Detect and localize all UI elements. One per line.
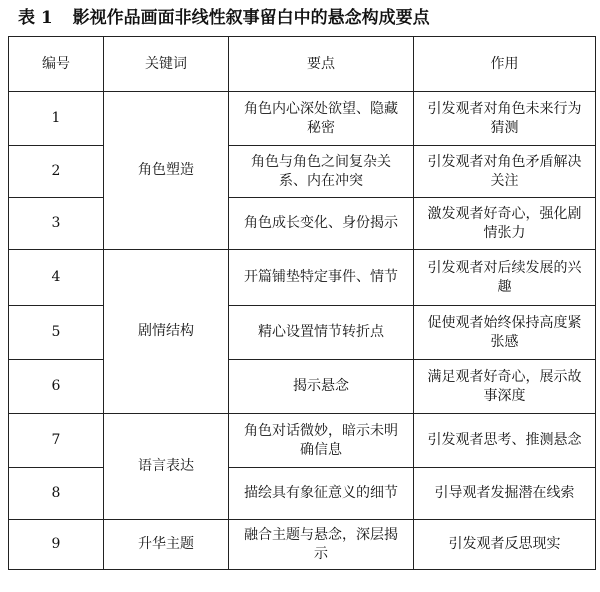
- row-number: 2: [9, 146, 104, 198]
- table-row: [9, 146, 596, 198]
- row-number: 5: [9, 306, 104, 360]
- row-number: 6: [9, 360, 104, 414]
- point-cell: 角色内心深处欲望、隐藏秘密: [229, 92, 414, 146]
- row-number: 8: [9, 468, 104, 520]
- point-cell: 融合主题与悬念，深层揭示: [229, 520, 414, 570]
- point-cell: 角色成长变化、身份揭示: [229, 198, 414, 250]
- point-cell: 描绘具有象征意义的细节: [229, 468, 414, 520]
- row-number: 3: [9, 198, 104, 250]
- keyword-cell: 角色塑造: [104, 92, 229, 250]
- keyword-cell: 剧情结构: [104, 250, 229, 414]
- table-row: [9, 520, 596, 570]
- table-number: 表 1: [18, 8, 53, 28]
- effect-cell: 满足观者好奇心，展示故事深度: [414, 360, 596, 414]
- row-number: 7: [9, 414, 104, 468]
- table-row: [9, 468, 596, 520]
- point-cell: 开篇铺垫特定事件、情节: [229, 250, 414, 306]
- row-number: 4: [9, 250, 104, 306]
- effect-cell: 引导观者发掘潜在线索: [414, 468, 596, 520]
- row-number: 9: [9, 520, 104, 570]
- effect-cell: 引发观者对角色未来行为猜测: [414, 92, 596, 146]
- header-point: 要点: [229, 37, 414, 92]
- table-row: [9, 198, 596, 250]
- table-caption: [0, 0, 600, 36]
- keyword-cell: 升华主题: [104, 520, 229, 570]
- table-title: 影视作品画面非线性叙事留白中的悬念构成要点: [72, 8, 430, 28]
- effect-cell: 引发观者对后续发展的兴趣: [414, 250, 596, 306]
- effect-cell: 引发观者思考、推测悬念: [414, 414, 596, 468]
- table-row: [9, 360, 596, 414]
- point-cell: 角色对话微妙，暗示未明确信息: [229, 414, 414, 468]
- header-row: [9, 37, 596, 92]
- table-row: [9, 92, 596, 146]
- effect-cell: 引发观者对角色矛盾解决关注: [414, 146, 596, 198]
- table-row: [9, 306, 596, 360]
- row-number: 1: [9, 92, 104, 146]
- point-cell: 角色与角色之间复杂关系、内在冲突: [229, 146, 414, 198]
- table-row: [9, 414, 596, 468]
- point-cell: 揭示悬念: [229, 360, 414, 414]
- summary-table: [8, 36, 596, 570]
- keyword-cell: 语言表达: [104, 414, 229, 520]
- point-cell: 精心设置情节转折点: [229, 306, 414, 360]
- effect-cell: 促使观者始终保持高度紧张感: [414, 306, 596, 360]
- header-effect: 作用: [414, 37, 596, 92]
- table-row: [9, 250, 596, 306]
- header-keyword: 关键词: [104, 37, 229, 92]
- effect-cell: 引发观者反思现实: [414, 520, 596, 570]
- header-number: 编号: [9, 37, 104, 92]
- effect-cell: 激发观者好奇心，强化剧情张力: [414, 198, 596, 250]
